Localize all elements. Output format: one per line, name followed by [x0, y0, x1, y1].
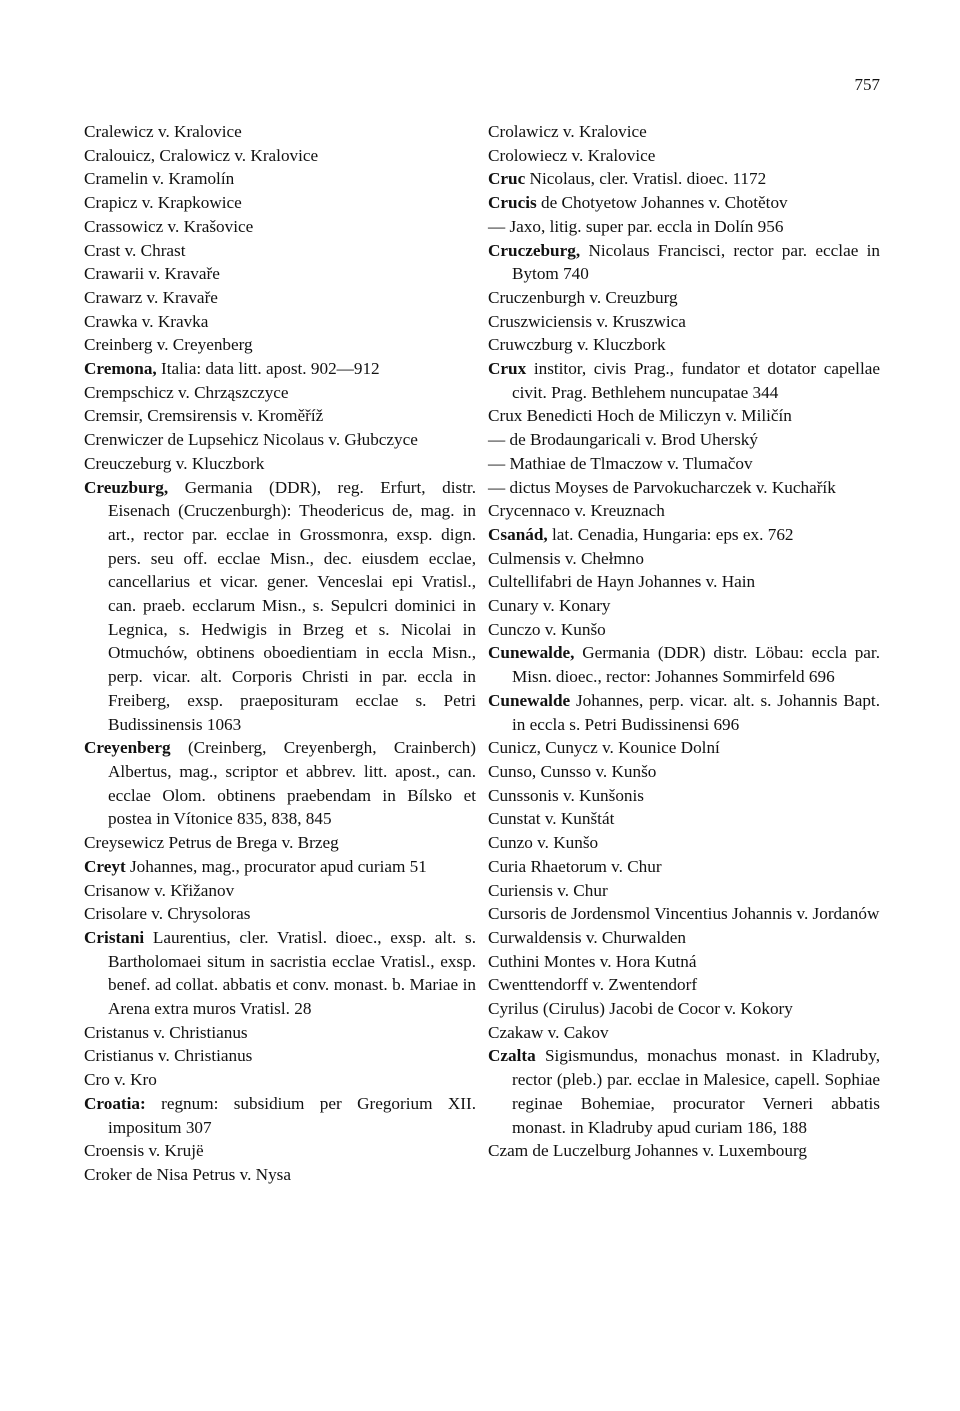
index-entry: [84, 1092, 476, 1139]
entry-text: Cremsir, Cremsirensis v. Kroměříž: [84, 406, 324, 426]
index-entry: [488, 902, 880, 926]
entry-text: Cunso, Cunsso v. Kunšo: [488, 761, 657, 781]
index-entry: [488, 239, 880, 286]
index-entry: [84, 239, 476, 263]
index-entry: [488, 807, 880, 831]
index-entry: [488, 1044, 880, 1139]
entry-text: Crawka v. Kravka: [84, 311, 209, 331]
index-entry: [488, 641, 880, 688]
entry-text: Crassowicz v. Krašovice: [84, 216, 254, 236]
entry-text: Cristanus v. Christianus: [84, 1022, 248, 1042]
index-entry: [488, 357, 880, 404]
entry-text: Germania (DDR), reg. Erfurt, distr. Eisenach (Cruczenburgh): Theodericus de, mag. in art., rector par. ecclae in Grossmonra, exsp. dign. pers. seu off. ecclae Misn., dec. eiusdem ecclae, cancellarius et vicar. gener. Venceslai epi Vratisl., can. praeb. ecclarum Misn., s. Sepulcri dominici in Legnica, s. Hedwigis in Brzeg et s. Nicolai in Otmuchów, obtinens oboedientiam in eccla Misn., perp. vicar. alt. Corporis Christi in par. eccla in Freiberg, exsp. praeposituram ecclae s. Petri Budissinensis 1063: [108, 477, 477, 734]
entry-text: Cruszwiciensis v. Kruszwica: [488, 311, 686, 331]
entry-text: Johannes, perp. vicar. alt. s. Johannis Bapt. in eccla s. Petri Budissinensi 696: [512, 690, 881, 734]
index-entry: [488, 476, 880, 500]
index-entry: [488, 167, 880, 191]
index-entry: [84, 215, 476, 239]
entry-text: Curia Rhaetorum v. Chur: [488, 856, 662, 876]
entry-text: Creysewicz Petrus de Brega v. Brzeg: [84, 833, 339, 853]
entry-text: — de Brodaungaricali v. Brod Uherský: [488, 430, 758, 450]
entry-text: Culmensis v. Chełmno: [488, 548, 644, 568]
entry-text: Cruczenburgh v. Creuzburg: [488, 287, 678, 307]
index-entry: [84, 286, 476, 310]
entry-text: lat. Cenadia, Hungaria: eps ex. 762: [552, 524, 794, 544]
index-entry: [488, 618, 880, 642]
entry-headword: Creuzburg,: [84, 477, 169, 497]
entry-headword: Creyt: [84, 856, 126, 876]
index-entry: [84, 167, 476, 191]
index-entry: [84, 452, 476, 476]
index-entry: [488, 1021, 880, 1045]
index-entry: [488, 547, 880, 571]
index-entry: [84, 926, 476, 1021]
index-entry: [84, 855, 476, 879]
index-entry: [488, 428, 880, 452]
entry-headword: Czalta: [488, 1046, 536, 1066]
entry-text: Cunczo v. Kunšo: [488, 619, 606, 639]
index-entry: [488, 689, 880, 736]
index-entry: [488, 286, 880, 310]
index-entry: [488, 736, 880, 760]
index-entry: [84, 357, 476, 381]
entry-text: Cramelin v. Kramolín: [84, 169, 235, 189]
index-entry: [488, 831, 880, 855]
entry-text: Cursoris de Jordensmol Vincentius Johannis v. Jordanów: [488, 904, 880, 924]
entry-text: — Mathiae de Tlmaczow v. Tlumačov: [488, 453, 753, 473]
entry-text: Crenwiczer de Lupsehicz Nicolaus v. Głubczyce: [84, 430, 418, 450]
index-entry: [84, 404, 476, 428]
index-entry: [488, 452, 880, 476]
entry-text: Sigismundus, monachus monast. in Kladruby, rector (pleb.) par. ecclae in Malesice, capell. Sophiae reginae Bohemiae, procurator Verneri abbatis monast. in Kladruby apud curiam 186, 188: [512, 1046, 880, 1137]
entry-text: Crycennaco v. Kreuznach: [488, 501, 665, 521]
index-entry: [488, 997, 880, 1021]
index-entry: [84, 1068, 476, 1092]
index-entry: [84, 262, 476, 286]
entry-text: Crast v. Chrast: [84, 240, 186, 260]
entry-text: Cralouicz, Cralowicz v. Kralovice: [84, 145, 319, 165]
entry-headword: Cunewalde,: [488, 643, 575, 663]
index-entry: [488, 191, 880, 215]
index-entry: [488, 594, 880, 618]
entry-text: Cultellifabri de Hayn Johannes v. Hain: [488, 572, 756, 592]
entry-headword: Cunewalde: [488, 690, 571, 710]
entry-text: Cro v. Kro: [84, 1070, 157, 1090]
entry-headword: Cruczeburg,: [488, 240, 581, 260]
entry-text: Nicolaus Francisci, rector par. ecclae in Bytom 740: [512, 240, 880, 284]
index-entry: [488, 310, 880, 334]
entry-text: Curwaldensis v. Churwalden: [488, 927, 686, 947]
entry-text: Johannes, mag., procurator apud curiam 51: [129, 856, 427, 876]
entry-text: Cunssonis v. Kunšonis: [488, 785, 644, 805]
index-entry: [84, 736, 476, 831]
entry-text: Crawarii v. Kravaře: [84, 264, 220, 284]
index-entry: [488, 973, 880, 997]
entry-text: Cruwczburg v. Kluczbork: [488, 335, 666, 355]
index-entry: [84, 1163, 476, 1187]
entry-text: de Chotyetow Johannes v. Chotětov: [541, 193, 788, 213]
entry-text: — Jaxo, litig. super par. eccla in Dolín 956: [488, 216, 784, 236]
index-entry: [488, 333, 880, 357]
entry-text: Crolowiecz v. Kralovice: [488, 145, 656, 165]
entry-text: Nicolaus, cler. Vratisl. dioec. 1172: [529, 169, 767, 189]
index-entry: [488, 404, 880, 428]
index-entry: [84, 428, 476, 452]
entry-text: Creuczeburg v. Kluczbork: [84, 453, 265, 473]
entry-text: Cuthini Montes v. Hora Kutná: [488, 951, 697, 971]
index-entry: [84, 333, 476, 357]
index-entry: [84, 902, 476, 926]
entry-text: Crapicz v. Krapkowice: [84, 193, 242, 213]
entry-text: Germania (DDR) distr. Löbau: eccla par. Misn. dioec., rector: Johannes Sommirfeld 696: [512, 643, 881, 687]
page-number: 757: [854, 75, 880, 94]
index-entry: [488, 523, 880, 547]
entry-text: Crisanow v. Křižanov: [84, 880, 235, 900]
index-entry: [84, 120, 476, 144]
entry-text: Cunary v. Konary: [488, 596, 611, 616]
index-entry: [488, 570, 880, 594]
entry-text: Cunzo v. Kunšo: [488, 833, 599, 853]
index-entry: [84, 1139, 476, 1163]
entry-text: Cunstat v. Kunštát: [488, 809, 615, 829]
entry-headword: Cristani: [84, 927, 145, 947]
index-entry: [84, 831, 476, 855]
entry-headword: Creyenberg: [84, 738, 171, 758]
index-entry: [488, 926, 880, 950]
entry-text: Cralewicz v. Kralovice: [84, 122, 242, 141]
index-entry: [488, 215, 880, 239]
entry-headword: Croatia:: [84, 1093, 146, 1113]
entry-headword: Crux: [488, 359, 527, 379]
entry-text: Crux Benedicti Hoch de Miliczyn v. Miličín: [488, 406, 792, 426]
entry-text: Crolawicz v. Kralovice: [488, 122, 647, 141]
entry-text: — dictus Moyses de Parvokucharczek v. Kuchařík: [488, 477, 836, 497]
index-entry: [84, 381, 476, 405]
entry-text: Cristianus v. Christianus: [84, 1046, 253, 1066]
entry-text: Laurentius, cler. Vratisl. dioec., exsp. alt. s. Bartholomaei situm in sacristia ecclae Vratisl., exsp. benef. ad collat. abbatis et conv. monast. b. Mariae in Arena extra muros Vratisl. 28: [108, 927, 476, 1019]
entry-text: Crempschicz v. Chrząszczyce: [84, 382, 289, 402]
entry-text: Cyrilus (Cirulus) Jacobi de Cocor v. Kokory: [488, 999, 793, 1019]
left-column: [84, 120, 476, 1187]
entry-text: Crisolare v. Chrysoloras: [84, 904, 251, 924]
entry-headword: Cruc: [488, 169, 526, 189]
index-entry: [84, 879, 476, 903]
entry-text: (Creinberg, Creyenbergh, Crainberch) Albertus, mag., scriptor et abbrev. litt. apost., can. ecclae Olom. obtinens praebendam in Bílsko et postea in Vítonice 835, 838, 845: [108, 738, 476, 829]
entry-text: Cunicz, Cunycz v. Kounice Dolní: [488, 738, 720, 758]
index-entry: [488, 1139, 880, 1163]
index-entry: [84, 191, 476, 215]
index-entry: [488, 144, 880, 168]
index-entry: [84, 476, 476, 737]
index-entry: [488, 499, 880, 523]
entry-text: institor, civis Prag., fundator et dotator capellae civit. Prag. Bethlehem nuncupatae 344: [512, 359, 880, 402]
entry-text: Czam de Luczelburg Johannes v. Luxembourg: [488, 1141, 807, 1161]
index-entry: [488, 950, 880, 974]
entry-text: Creinberg v. Creyenberg: [84, 335, 253, 355]
index-entry: [488, 855, 880, 879]
entry-text: Czakaw v. Cakov: [488, 1022, 609, 1042]
entry-headword: Crucis: [488, 193, 537, 213]
entry-text: Croker de Nisa Petrus v. Nysa: [84, 1164, 292, 1184]
index-entry: [84, 1021, 476, 1045]
entry-text: regnum: subsidium per Gregorium XII. impositum 307: [108, 1093, 476, 1137]
entry-text: Crawarz v. Kravaře: [84, 287, 218, 307]
right-column: [488, 120, 880, 1163]
index-entry: [488, 760, 880, 784]
entry-text: Curiensis v. Chur: [488, 880, 608, 900]
index-entry: [84, 1044, 476, 1068]
index-entry: [84, 144, 476, 168]
index-entry: [488, 784, 880, 808]
index-entry: [84, 310, 476, 334]
index-entry: [488, 120, 880, 144]
index-entry: [488, 879, 880, 903]
entry-text: Italia: data litt. apost. 902—912: [161, 359, 380, 379]
entry-headword: Cremona,: [84, 359, 157, 379]
entry-headword: Csanád,: [488, 524, 548, 544]
entry-text: Cwenttendorff v. Zwentendorf: [488, 975, 698, 995]
entry-text: Croensis v. Krujë: [84, 1141, 204, 1161]
